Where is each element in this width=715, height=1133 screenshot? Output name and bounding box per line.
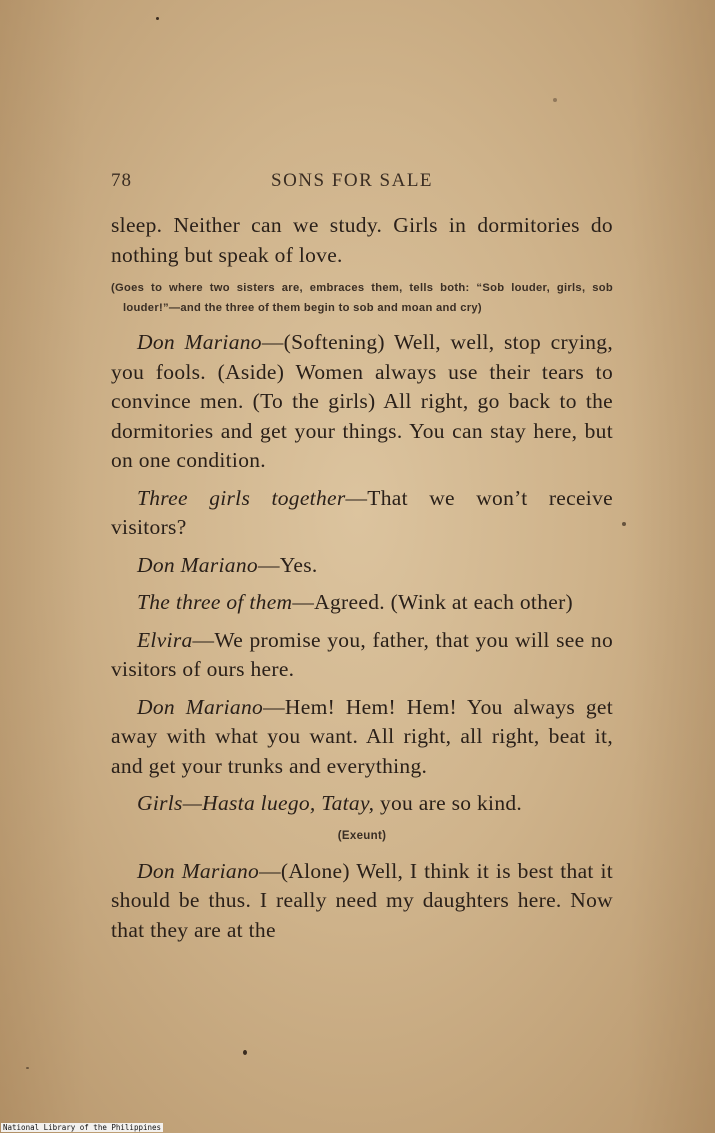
dialogue-text: —Yes. <box>257 552 318 577</box>
paper-speck <box>622 522 626 526</box>
dialogue-paragraph <box>111 551 613 581</box>
dialogue-text: you are so kind. <box>374 791 523 815</box>
speaker-name: Three girls together <box>137 485 346 510</box>
paper-speck <box>156 17 159 20</box>
dialogue-text: —That we won’t receive visitors? <box>111 485 613 539</box>
speaker-name: The three of them <box>137 590 293 614</box>
paragraph-continuation <box>111 211 613 270</box>
dialogue-paragraph <box>111 626 613 685</box>
paper-speck <box>553 98 557 102</box>
speaker-name: Elvira <box>137 627 193 652</box>
dialogue-paragraph <box>111 857 613 946</box>
paper-speck <box>26 1067 29 1069</box>
paper-speck <box>243 1050 247 1055</box>
page-header <box>111 170 613 196</box>
footer-credit: National Library of the Philippines <box>3 1123 162 1132</box>
dialogue-paragraph <box>111 484 613 543</box>
page-number: 78 <box>111 170 132 191</box>
running-title: SONS FOR SALE <box>271 170 434 191</box>
page-body <box>111 211 613 953</box>
speaker-name: Don Mariano <box>137 330 262 354</box>
stage-direction: (Goes to where two sisters are, embraces them, tells both: “Sob louder, girls, sob louder!”—and the three of them begin to sob and moan and cry) <box>111 282 613 314</box>
paragraph-text: sleep. Neither can we study. Girls in dormitories do nothing but speak of love. <box>111 213 613 267</box>
dialogue-paragraph <box>111 588 613 618</box>
speaker-name: Don Mariano <box>137 858 260 883</box>
speaker-name: Girls—Hasta luego, Tatay, <box>137 791 375 815</box>
speaker-name: Don Mariano <box>137 552 258 577</box>
dialogue-text: —(Softening) Well, well, stop crying, you fools. (Aside) Women always use their tears to convince men. (To the girls) All right, go back to the dormitories and get your things. You can stay here, but on one condition. <box>111 330 613 472</box>
dialogue-text: —Hem! Hem! Hem! You always get away with what you want. All right, all right, beat it, and get your trunks and everything. <box>111 694 614 778</box>
dialogue-paragraph <box>111 693 613 782</box>
dialogue-paragraph <box>111 789 613 819</box>
dialogue-text: —We promise you, father, that you will see no visitors of ours here. <box>111 627 613 681</box>
dialogue-text: —Agreed. (Wink at each other) <box>292 590 574 614</box>
stage-direction-exeunt: (Exeunt) <box>337 829 387 842</box>
speaker-name: Don Mariano <box>137 694 264 719</box>
dialogue-paragraph <box>111 328 613 476</box>
dialogue-text: —(Alone) Well, I think it is best that it should be thus. I really need my daughters here. Now that they are at the <box>111 858 614 942</box>
